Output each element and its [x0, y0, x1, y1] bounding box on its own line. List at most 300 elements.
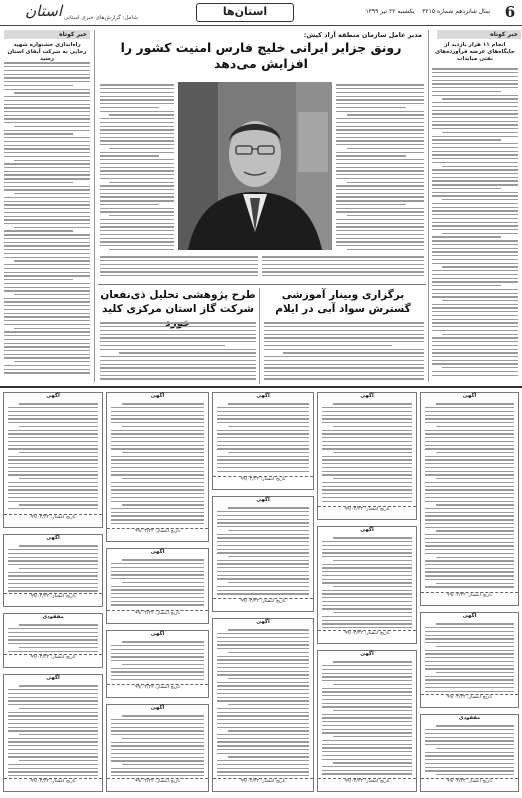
notice-label: آگهی	[46, 535, 60, 541]
text-line	[336, 208, 424, 209]
text-line	[111, 508, 204, 509]
text-line	[8, 697, 98, 698]
text-line	[425, 759, 514, 760]
text-line	[4, 357, 90, 358]
notice-label: آگهی	[46, 675, 60, 681]
text-line	[336, 126, 424, 127]
text-line	[111, 433, 204, 434]
text-line	[4, 365, 90, 366]
text-line	[425, 474, 514, 475]
text-line	[436, 452, 514, 453]
text-line	[111, 727, 204, 728]
text-line	[322, 627, 412, 628]
text-line	[111, 482, 204, 483]
text-line	[322, 593, 412, 594]
text-line	[8, 441, 98, 442]
text-line	[4, 77, 90, 78]
notice-date: تاریخ انتشار: ۹۹/۰۴/۲۲	[213, 598, 313, 605]
right-column-kicker: خبر کوتاه	[437, 30, 521, 39]
text-line	[425, 635, 514, 636]
text-line	[322, 680, 412, 681]
text-line	[100, 245, 174, 246]
text-line	[432, 210, 518, 211]
text-line	[217, 463, 309, 464]
text-line	[100, 375, 256, 376]
text-line	[217, 764, 309, 765]
text-line	[336, 159, 424, 160]
notice-label: آگهی	[256, 619, 270, 625]
text-line	[217, 459, 309, 460]
text-line	[432, 117, 518, 118]
text-line	[8, 712, 98, 713]
text-line	[336, 204, 406, 205]
text-line	[100, 163, 174, 164]
text-line	[322, 433, 412, 434]
text-line	[111, 671, 204, 672]
text-line	[425, 770, 514, 771]
text-line	[336, 185, 424, 186]
text-line	[322, 445, 412, 446]
text-line	[264, 345, 392, 346]
notice-label: آگهی	[360, 527, 374, 533]
text-line	[4, 201, 90, 202]
text-line	[425, 538, 514, 539]
text-line	[322, 597, 412, 598]
text-line	[322, 497, 412, 498]
text-line	[8, 557, 98, 558]
text-line	[111, 519, 204, 520]
text-line	[322, 608, 412, 609]
text-line	[425, 564, 514, 565]
text-line	[322, 422, 412, 423]
text-line	[14, 193, 90, 194]
text-line	[336, 96, 424, 97]
text-line	[8, 590, 98, 591]
text-line	[264, 326, 424, 327]
notice-text	[322, 401, 412, 505]
text-line	[8, 768, 98, 769]
text-line	[336, 223, 424, 224]
text-line	[217, 560, 309, 561]
text-line	[425, 527, 514, 528]
text-line	[217, 448, 309, 449]
text-line	[8, 501, 98, 502]
notice-box	[212, 618, 314, 792]
text-line	[425, 687, 514, 688]
text-line	[4, 238, 90, 239]
text-line	[4, 137, 90, 138]
text-line	[432, 289, 518, 290]
text-line	[4, 148, 90, 149]
text-line	[217, 753, 309, 754]
text-line	[217, 693, 309, 694]
text-line	[111, 768, 204, 769]
text-line	[111, 589, 204, 590]
text-line	[122, 426, 204, 427]
text-line	[432, 251, 518, 252]
text-line	[217, 685, 309, 686]
text-line	[100, 341, 256, 342]
text-line	[336, 133, 424, 134]
text-line	[4, 107, 90, 108]
text-line	[432, 147, 518, 148]
text-line	[262, 260, 424, 261]
text-line	[217, 567, 309, 568]
text-line	[322, 541, 412, 542]
text-line	[322, 699, 412, 700]
text-line	[19, 452, 98, 453]
text-line	[111, 459, 204, 460]
text-line	[111, 723, 204, 724]
text-line	[111, 645, 204, 646]
text-line	[432, 293, 518, 294]
text-line	[100, 167, 174, 168]
text-line	[4, 264, 90, 265]
text-line	[425, 456, 514, 457]
text-line	[14, 294, 90, 295]
notice-text	[425, 723, 514, 777]
notice-box	[3, 674, 103, 792]
text-line	[436, 774, 514, 775]
text-line	[4, 145, 90, 146]
text-line	[432, 222, 518, 223]
text-line	[432, 274, 518, 275]
text-line	[425, 411, 514, 412]
text-line	[4, 316, 90, 317]
text-line	[432, 72, 518, 73]
text-line	[4, 354, 90, 355]
text-line	[322, 714, 412, 715]
notice-date: تاریخ انتشار: ۹۹/۰۴/۲۲	[421, 694, 518, 701]
text-line	[100, 219, 174, 220]
notice-date: تاریخ انتشار: ۹۹/۰۴/۲۲	[107, 610, 208, 617]
text-line	[322, 575, 412, 576]
text-line	[425, 665, 514, 666]
text-line	[436, 557, 514, 558]
text-line	[425, 740, 514, 741]
text-line	[217, 659, 309, 660]
text-line	[432, 207, 518, 208]
text-line	[432, 151, 518, 152]
text-line	[111, 656, 204, 657]
text-line	[436, 403, 514, 404]
text-line	[111, 604, 204, 605]
text-line	[425, 441, 514, 442]
text-line	[4, 171, 90, 172]
text-line	[100, 208, 174, 209]
text-line	[8, 764, 98, 765]
text-line	[442, 266, 518, 267]
text-line	[217, 515, 309, 516]
notice-text	[322, 659, 412, 777]
text-line	[333, 426, 412, 427]
text-line	[100, 334, 256, 335]
text-line	[436, 623, 514, 624]
notice-text	[8, 622, 98, 653]
text-line	[425, 437, 514, 438]
text-line	[432, 184, 518, 185]
text-line	[217, 467, 309, 468]
ads-separator	[0, 386, 522, 388]
notice-box	[106, 548, 209, 624]
text-line	[322, 691, 412, 692]
notice-text	[8, 543, 98, 592]
text-line	[217, 644, 309, 645]
text-line	[4, 156, 90, 157]
text-line	[322, 770, 412, 771]
text-line	[442, 334, 518, 335]
text-line	[425, 534, 514, 535]
text-line	[432, 311, 518, 312]
text-line	[111, 441, 204, 442]
text-line	[322, 467, 412, 468]
text-line	[442, 300, 518, 301]
text-line	[333, 403, 412, 404]
text-line	[217, 741, 309, 742]
text-line	[14, 361, 90, 362]
right-column-body	[432, 66, 518, 378]
text-line	[432, 319, 518, 320]
text-line	[336, 189, 424, 190]
text-line	[425, 497, 514, 498]
text-line	[228, 756, 309, 757]
text-line	[4, 178, 90, 179]
text-line	[122, 738, 204, 739]
text-line	[336, 196, 424, 197]
text-line	[425, 642, 514, 643]
text-line	[217, 433, 309, 434]
notice-label: آگهی	[462, 393, 477, 399]
text-line	[432, 263, 518, 264]
text-line	[432, 296, 518, 297]
text-line	[322, 751, 412, 752]
text-line	[19, 568, 98, 569]
text-line	[322, 676, 412, 677]
text-line	[111, 742, 204, 743]
text-line	[432, 203, 518, 204]
notice-text	[322, 535, 412, 629]
text-line	[4, 253, 90, 254]
text-line	[336, 200, 424, 201]
issue-line: سال شانزدهم شماره ۳۲۱۵	[422, 8, 490, 15]
text-line	[347, 148, 424, 149]
text-line	[432, 236, 501, 237]
text-line	[264, 330, 424, 331]
notice-text	[217, 627, 309, 777]
text-line	[228, 556, 309, 557]
text-line	[336, 92, 424, 93]
text-line	[432, 371, 518, 372]
text-line	[322, 620, 412, 621]
notice-box	[106, 630, 209, 698]
text-line	[4, 343, 90, 344]
text-line	[347, 182, 424, 183]
text-line	[425, 638, 514, 639]
text-line	[432, 128, 518, 129]
text-line	[425, 627, 514, 628]
text-line	[322, 605, 412, 606]
text-line	[8, 415, 98, 416]
text-line	[109, 148, 174, 149]
text-line	[4, 130, 90, 131]
text-line	[264, 367, 424, 368]
text-line	[217, 689, 309, 690]
newspaper-logo: استان	[25, 2, 62, 20]
notice-date: تاریخ انتشار: ۹۹/۰۴/۲۲	[421, 778, 518, 785]
text-line	[4, 287, 90, 288]
text-line	[8, 639, 98, 640]
text-line	[8, 771, 98, 772]
text-line	[111, 775, 204, 776]
text-line	[336, 245, 424, 246]
text-line	[322, 616, 412, 617]
text-line	[4, 189, 90, 190]
text-line	[111, 563, 204, 564]
text-line	[217, 667, 309, 668]
text-line	[425, 737, 514, 738]
notice-date: تاریخ انتشار: ۹۹/۰۴/۲۲	[4, 514, 102, 521]
text-line	[8, 497, 98, 498]
text-line	[336, 241, 424, 242]
text-line	[4, 320, 90, 321]
text-line	[4, 104, 90, 105]
text-line	[432, 240, 518, 241]
text-line	[228, 704, 309, 705]
text-line	[432, 102, 518, 103]
text-line	[336, 234, 424, 235]
text-line	[432, 106, 518, 107]
ilam-body	[264, 320, 424, 382]
text-line	[14, 92, 90, 93]
notice-box	[317, 650, 417, 792]
text-line	[100, 378, 256, 379]
gas-headline: طرح پژوهشی تحلیل ذی‌نفعان شرکت گاز استان مرکزی کلید	[100, 289, 256, 315]
text-line	[111, 771, 204, 772]
text-line	[336, 107, 406, 108]
text-line	[333, 612, 412, 613]
text-line	[111, 567, 204, 568]
text-line	[100, 211, 174, 212]
text-line	[432, 121, 518, 122]
text-line	[111, 668, 204, 669]
text-line	[8, 628, 98, 629]
text-line	[425, 568, 514, 569]
text-line	[425, 755, 514, 756]
text-line	[8, 704, 98, 705]
text-line	[122, 504, 204, 505]
text-line	[8, 636, 98, 637]
text-line	[442, 166, 518, 167]
text-line	[100, 137, 174, 138]
text-line	[19, 647, 98, 648]
text-line	[264, 341, 424, 342]
text-line	[111, 597, 204, 598]
text-line	[425, 407, 514, 408]
text-line	[8, 482, 98, 483]
text-line	[217, 511, 309, 512]
text-line	[425, 560, 514, 561]
text-line	[4, 133, 73, 134]
text-line	[4, 335, 90, 336]
text-line	[262, 256, 424, 257]
text-line	[425, 463, 514, 464]
text-line	[122, 715, 204, 716]
text-line	[322, 441, 412, 442]
text-line	[111, 411, 204, 412]
text-line	[111, 753, 204, 754]
text-line	[100, 367, 256, 368]
text-line	[100, 103, 174, 104]
text-line	[122, 664, 204, 665]
text-line	[100, 84, 174, 85]
notice-label: آگهی	[256, 393, 270, 399]
text-line	[111, 675, 204, 676]
text-line	[262, 275, 424, 276]
text-line	[425, 467, 514, 468]
text-line	[8, 422, 98, 423]
text-line	[119, 352, 256, 353]
text-line	[111, 456, 204, 457]
notice-date: تاریخ انتشار: ۹۹/۰۴/۲۲	[318, 506, 416, 513]
text-line	[8, 463, 98, 464]
text-line	[111, 445, 204, 446]
text-line	[228, 403, 309, 404]
text-line	[217, 534, 309, 535]
text-line	[111, 497, 204, 498]
text-line	[4, 372, 90, 373]
notice-text	[111, 401, 204, 527]
text-line	[425, 575, 514, 576]
text-line	[100, 152, 174, 153]
notice-date: تاریخ انتشار: ۹۹/۰۴/۲۲	[213, 778, 313, 785]
text-line	[4, 346, 90, 347]
text-line	[4, 230, 73, 231]
text-line	[333, 684, 412, 685]
text-line	[322, 740, 412, 741]
text-line	[8, 411, 98, 412]
text-line	[425, 571, 514, 572]
text-line	[322, 463, 412, 464]
text-line	[217, 563, 309, 564]
text-line	[336, 230, 424, 231]
text-line	[217, 745, 309, 746]
text-line	[4, 74, 90, 75]
notice-box	[420, 612, 519, 708]
text-line	[425, 549, 514, 550]
text-line	[322, 766, 412, 767]
text-line	[217, 430, 309, 431]
text-line	[442, 199, 518, 200]
text-line	[322, 721, 412, 722]
text-line	[228, 730, 309, 731]
text-line	[333, 661, 412, 662]
text-line	[8, 445, 98, 446]
section-title: استان‌ها	[196, 3, 294, 22]
text-line	[333, 452, 412, 453]
text-line	[432, 169, 518, 170]
text-line	[425, 542, 514, 543]
notice-box	[106, 704, 209, 792]
text-line	[425, 445, 514, 446]
text-line	[336, 211, 424, 212]
notice-box	[3, 534, 103, 607]
text-line	[100, 326, 256, 327]
text-line	[436, 426, 514, 427]
text-line	[442, 98, 518, 99]
text-line	[217, 407, 309, 408]
text-line	[4, 350, 90, 351]
text-line	[436, 504, 514, 505]
